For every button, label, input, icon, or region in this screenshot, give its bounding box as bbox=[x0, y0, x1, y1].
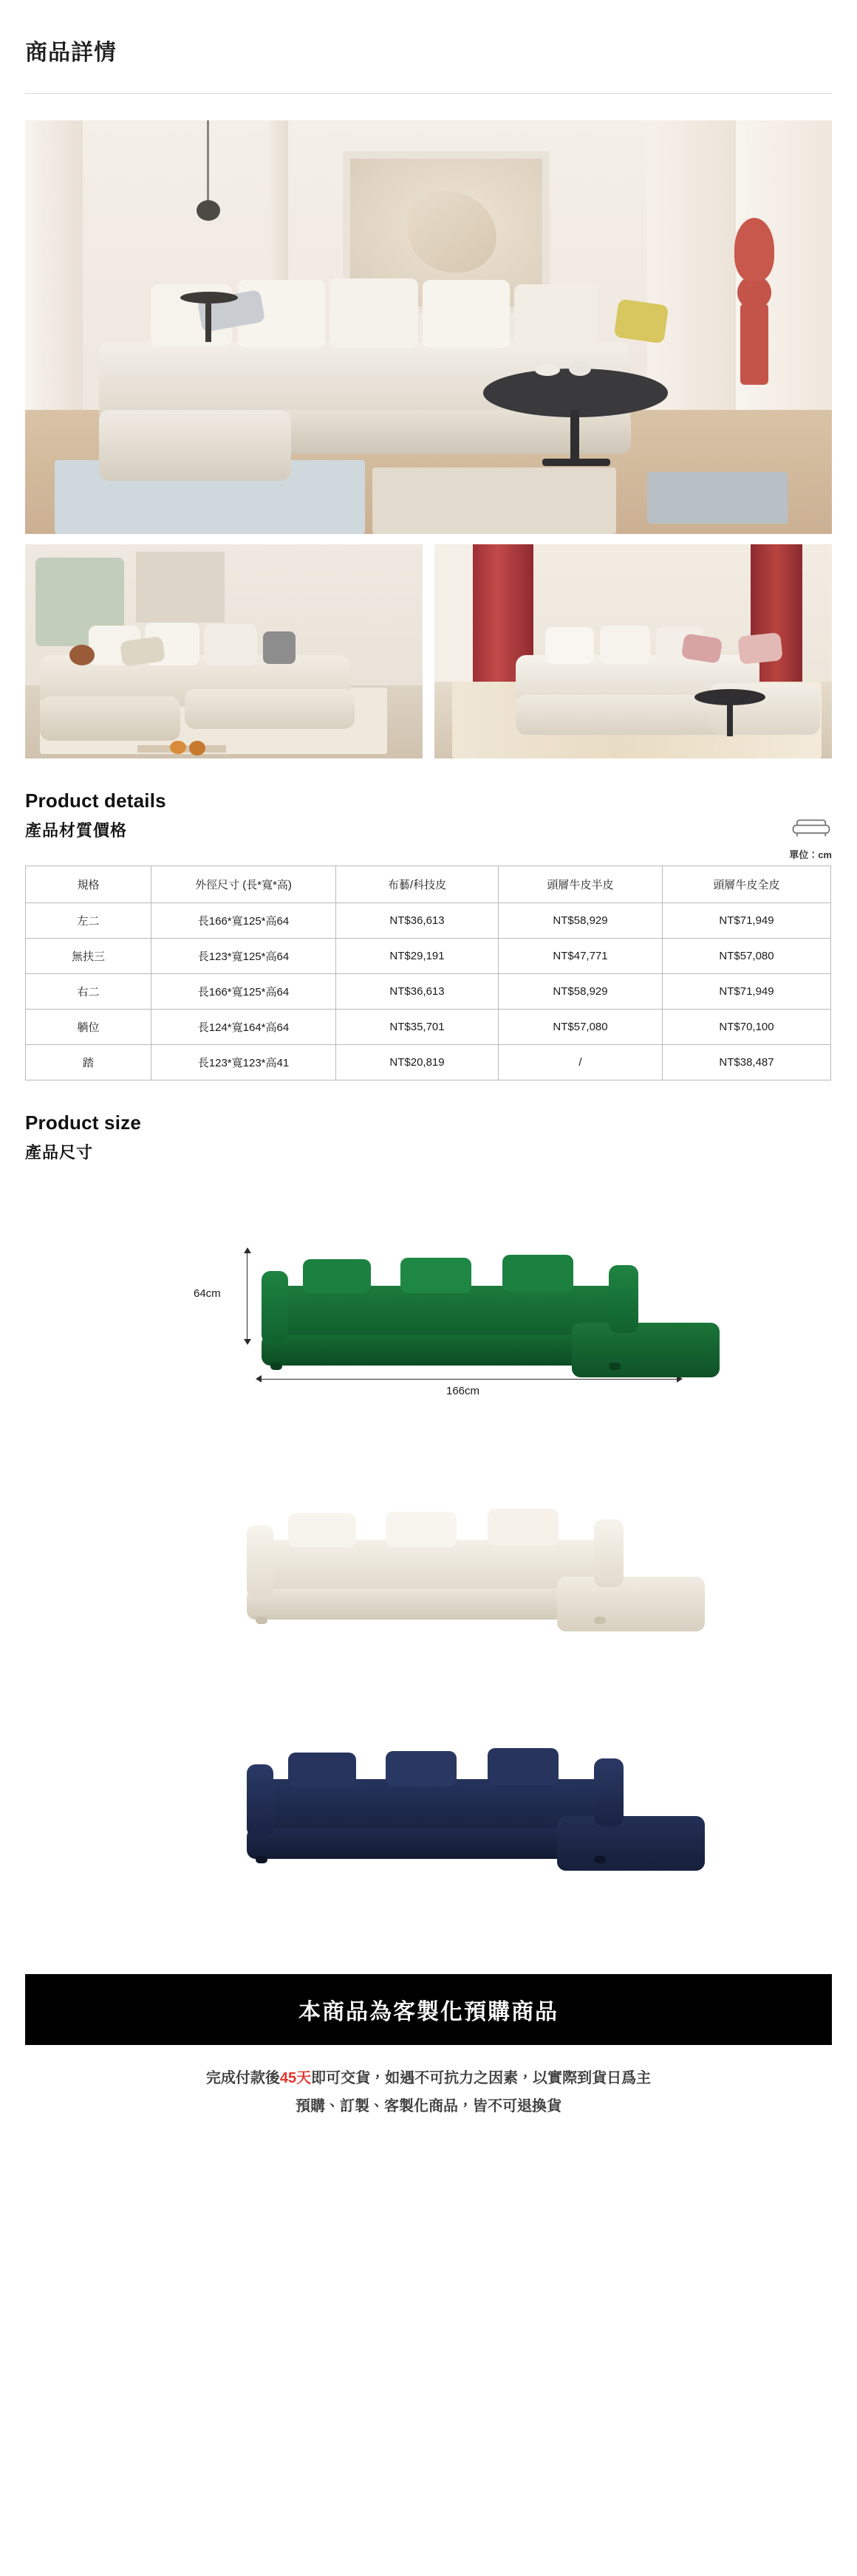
thumbnail-row bbox=[25, 544, 832, 758]
cell-halfleather: NT$57,080 bbox=[499, 1010, 663, 1045]
thumbnail-1[interactable] bbox=[25, 544, 423, 758]
notice-title: 本商品為客製化預購商品 bbox=[298, 2000, 559, 2024]
col-header-dimensions: 外徑尺寸 (長*寬*高) bbox=[151, 866, 336, 903]
product-size-section bbox=[0, 1111, 857, 1163]
cell-halfleather: NT$47,771 bbox=[499, 939, 663, 974]
cell-fullleather: NT$71,949 bbox=[663, 903, 831, 939]
cell-dimensions: 長124*寬164*高64 bbox=[151, 1010, 336, 1045]
width-dim-line bbox=[260, 1379, 681, 1380]
cell-fullleather: NT$38,487 bbox=[663, 1045, 831, 1080]
col-header-fabric: 布藝/科技皮 bbox=[336, 866, 499, 903]
cell-fabric: NT$35,701 bbox=[336, 1010, 499, 1045]
cell-halfleather: NT$58,929 bbox=[499, 903, 663, 939]
cell-spec: 無扶三 bbox=[26, 939, 151, 974]
hero-image bbox=[25, 120, 832, 534]
product-details-section bbox=[0, 789, 857, 1080]
page-header bbox=[0, 0, 857, 80]
notice-line-1 bbox=[25, 2064, 832, 2092]
size-diagram-navy bbox=[25, 1716, 832, 1930]
size-diagrams bbox=[0, 1208, 857, 1930]
size-diagram-cream bbox=[25, 1476, 832, 1690]
cell-fabric: NT$36,613 bbox=[336, 903, 499, 939]
product-details-title-en: Product details bbox=[25, 789, 166, 812]
table-row bbox=[26, 1045, 831, 1080]
thumbnail-2[interactable] bbox=[434, 544, 832, 758]
cell-spec: 踏 bbox=[26, 1045, 151, 1080]
product-details-title-zh: 產品材質價格 bbox=[25, 821, 128, 840]
cell-fullleather: NT$71,949 bbox=[663, 974, 831, 1010]
table-row bbox=[26, 939, 831, 974]
cell-dimensions: 長166*寬125*高64 bbox=[151, 903, 336, 939]
notice-subtext bbox=[25, 2064, 832, 2150]
custom-order-notice bbox=[25, 1974, 832, 2045]
col-header-fullleather: 頭層牛皮全皮 bbox=[663, 866, 831, 903]
product-size-title-en: Product size bbox=[25, 1111, 141, 1134]
table-row bbox=[26, 974, 831, 1010]
spec-table bbox=[25, 866, 831, 1080]
cell-halfleather: NT$58,929 bbox=[499, 974, 663, 1010]
product-size-title-zh: 產品尺寸 bbox=[25, 1143, 94, 1162]
page-title: 商品詳情 bbox=[25, 41, 117, 65]
table-row bbox=[26, 903, 831, 939]
cell-fabric: NT$29,191 bbox=[336, 939, 499, 974]
notice-line-2: 預購、訂製、客製化商品，皆不可退換貨 bbox=[296, 2098, 561, 2114]
col-header-spec: 規格 bbox=[26, 866, 151, 903]
width-dim-label: 166cm bbox=[446, 1385, 480, 1397]
cell-halfleather: / bbox=[499, 1045, 663, 1080]
height-dim-label: 64cm bbox=[194, 1287, 221, 1300]
cell-dimensions: 長166*寬125*高64 bbox=[151, 974, 336, 1010]
image-gallery bbox=[0, 94, 857, 758]
size-diagram-green bbox=[25, 1208, 832, 1451]
cell-fabric: NT$20,819 bbox=[336, 1045, 499, 1080]
cell-fullleather: NT$70,100 bbox=[663, 1010, 831, 1045]
cell-dimensions: 長123*寬123*高41 bbox=[151, 1045, 336, 1080]
sofa-icon bbox=[791, 818, 832, 838]
cell-dimensions: 長123*寬125*高64 bbox=[151, 939, 336, 974]
unit-note: 單位：cm bbox=[789, 849, 832, 860]
notice-line1-post: 即可交貨，如遇不可抗力之因素，以實際到貨日爲主 bbox=[311, 2070, 652, 2086]
cell-fullleather: NT$57,080 bbox=[663, 939, 831, 974]
notice-days: 45天 bbox=[279, 2070, 312, 2086]
cell-spec: 左二 bbox=[26, 903, 151, 939]
col-header-halfleather: 頭層牛皮半皮 bbox=[499, 866, 663, 903]
cell-spec: 躺位 bbox=[26, 1010, 151, 1045]
cell-fabric: NT$36,613 bbox=[336, 974, 499, 1010]
table-row bbox=[26, 1010, 831, 1045]
table-header-row bbox=[26, 866, 831, 903]
notice-line1-pre: 完成付款後 bbox=[205, 2070, 280, 2086]
cell-spec: 右二 bbox=[26, 974, 151, 1010]
